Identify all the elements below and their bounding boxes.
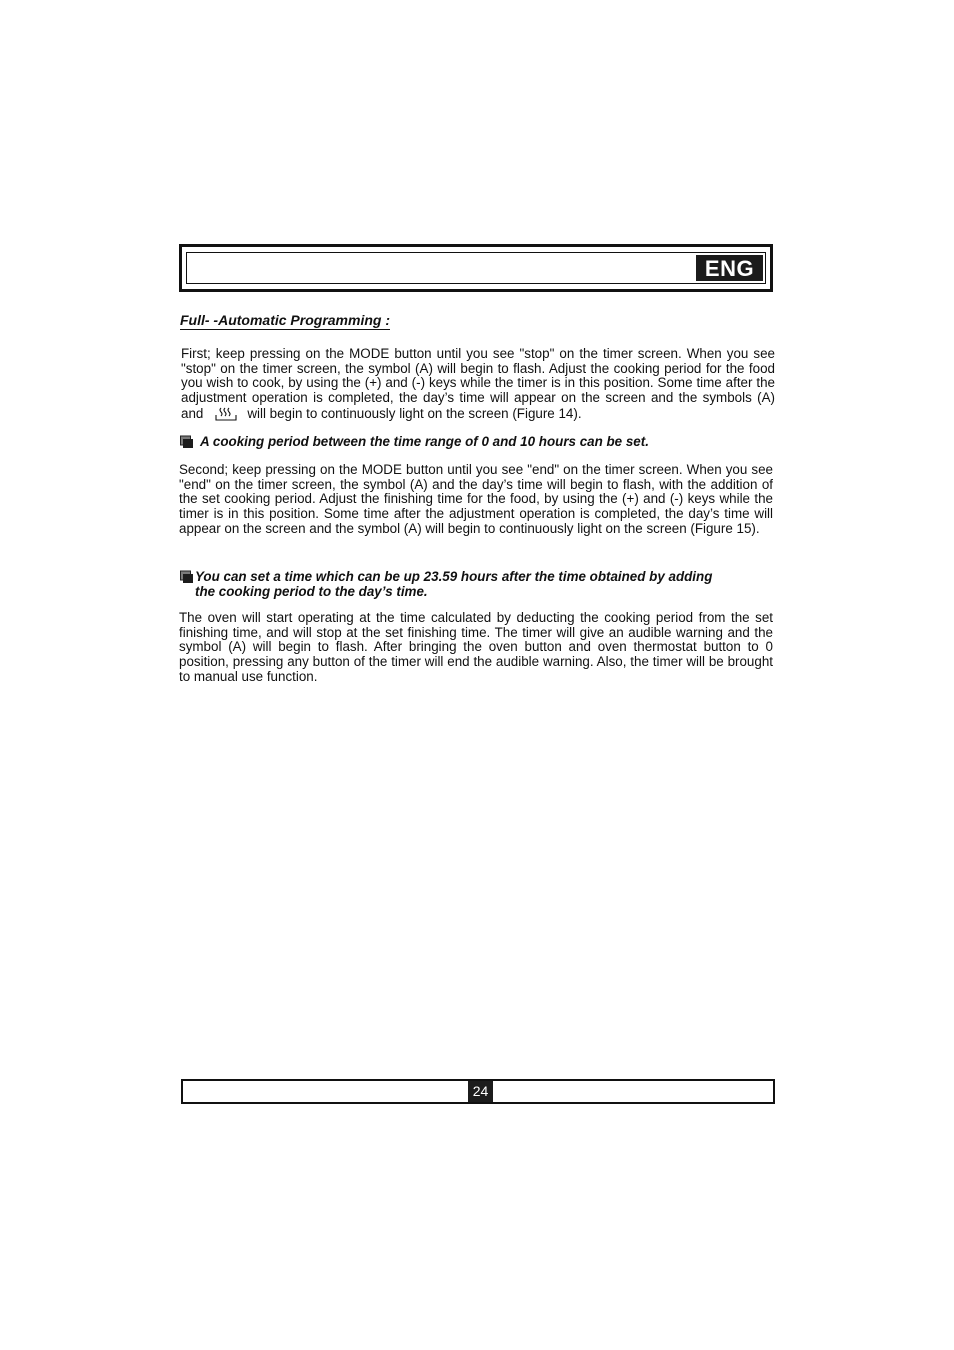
section-title: Full- -Automatic Programming : bbox=[180, 312, 390, 328]
language-badge: ENG bbox=[696, 255, 763, 281]
paragraph-first-text: First; keep pressing on the MODE button until you see "stop" on the timer screen. When you see "stop" on the timer screen, the symbol (A) will begin to flash. Adjust the cooking period for the food you wish to cook, by using the (+) and (-) keys while the timer is in this position. Some time after the adjustment operation is completed, the day’s time will appear on the screen and the symbols (A) and bbox=[181, 346, 775, 421]
heat-waves-icon bbox=[215, 406, 237, 426]
footer-bar bbox=[181, 1079, 775, 1104]
note-second-line2: the cooking period to the day’s time. bbox=[195, 584, 428, 599]
note-first-text: A cooking period between the time range of 0 and 10 hours can be set. bbox=[200, 434, 649, 449]
paragraph-second: Second; keep pressing on the MODE button until you see "end" on the timer screen. When you see "end" on the timer screen, the symbol (A) and the day’s time will begin to flash, with the addition of the set cooking period. Adjust the finishing time for the food, by using the (+) and (-) keys while the timer is in this position. Some time after the adjustment operation is completed, the day’s time will appear on the screen and the symbol (A) will begin to continuously light on the screen (Figure 15). bbox=[179, 462, 773, 536]
header-bar bbox=[179, 244, 773, 292]
page-number: 24 bbox=[468, 1081, 493, 1102]
note-first bbox=[179, 434, 779, 449]
header-inner-frame bbox=[186, 252, 766, 284]
paragraph-third: The oven will start operating at the time calculated by deducting the cooking period from the set finishing time, and will stop at the set finishing time. The timer will give an audible warning and the symbol (A) will begin to flash. After bringing the oven button and oven thermostat button to 0 position, pressing any button of the timer will end the audible warning. Also, the timer will be brought to manual use function. bbox=[179, 610, 773, 684]
note-pad-icon bbox=[179, 435, 194, 452]
paragraph-first-text-end: will begin to continuously light on the screen (Figure 14). bbox=[247, 405, 582, 421]
paragraph-first bbox=[181, 347, 775, 426]
note-second-line1: You can set a time which can be up 23.59 hours after the time obtained by adding bbox=[195, 569, 713, 584]
note-second bbox=[179, 569, 779, 599]
note-pad-icon bbox=[179, 570, 194, 587]
